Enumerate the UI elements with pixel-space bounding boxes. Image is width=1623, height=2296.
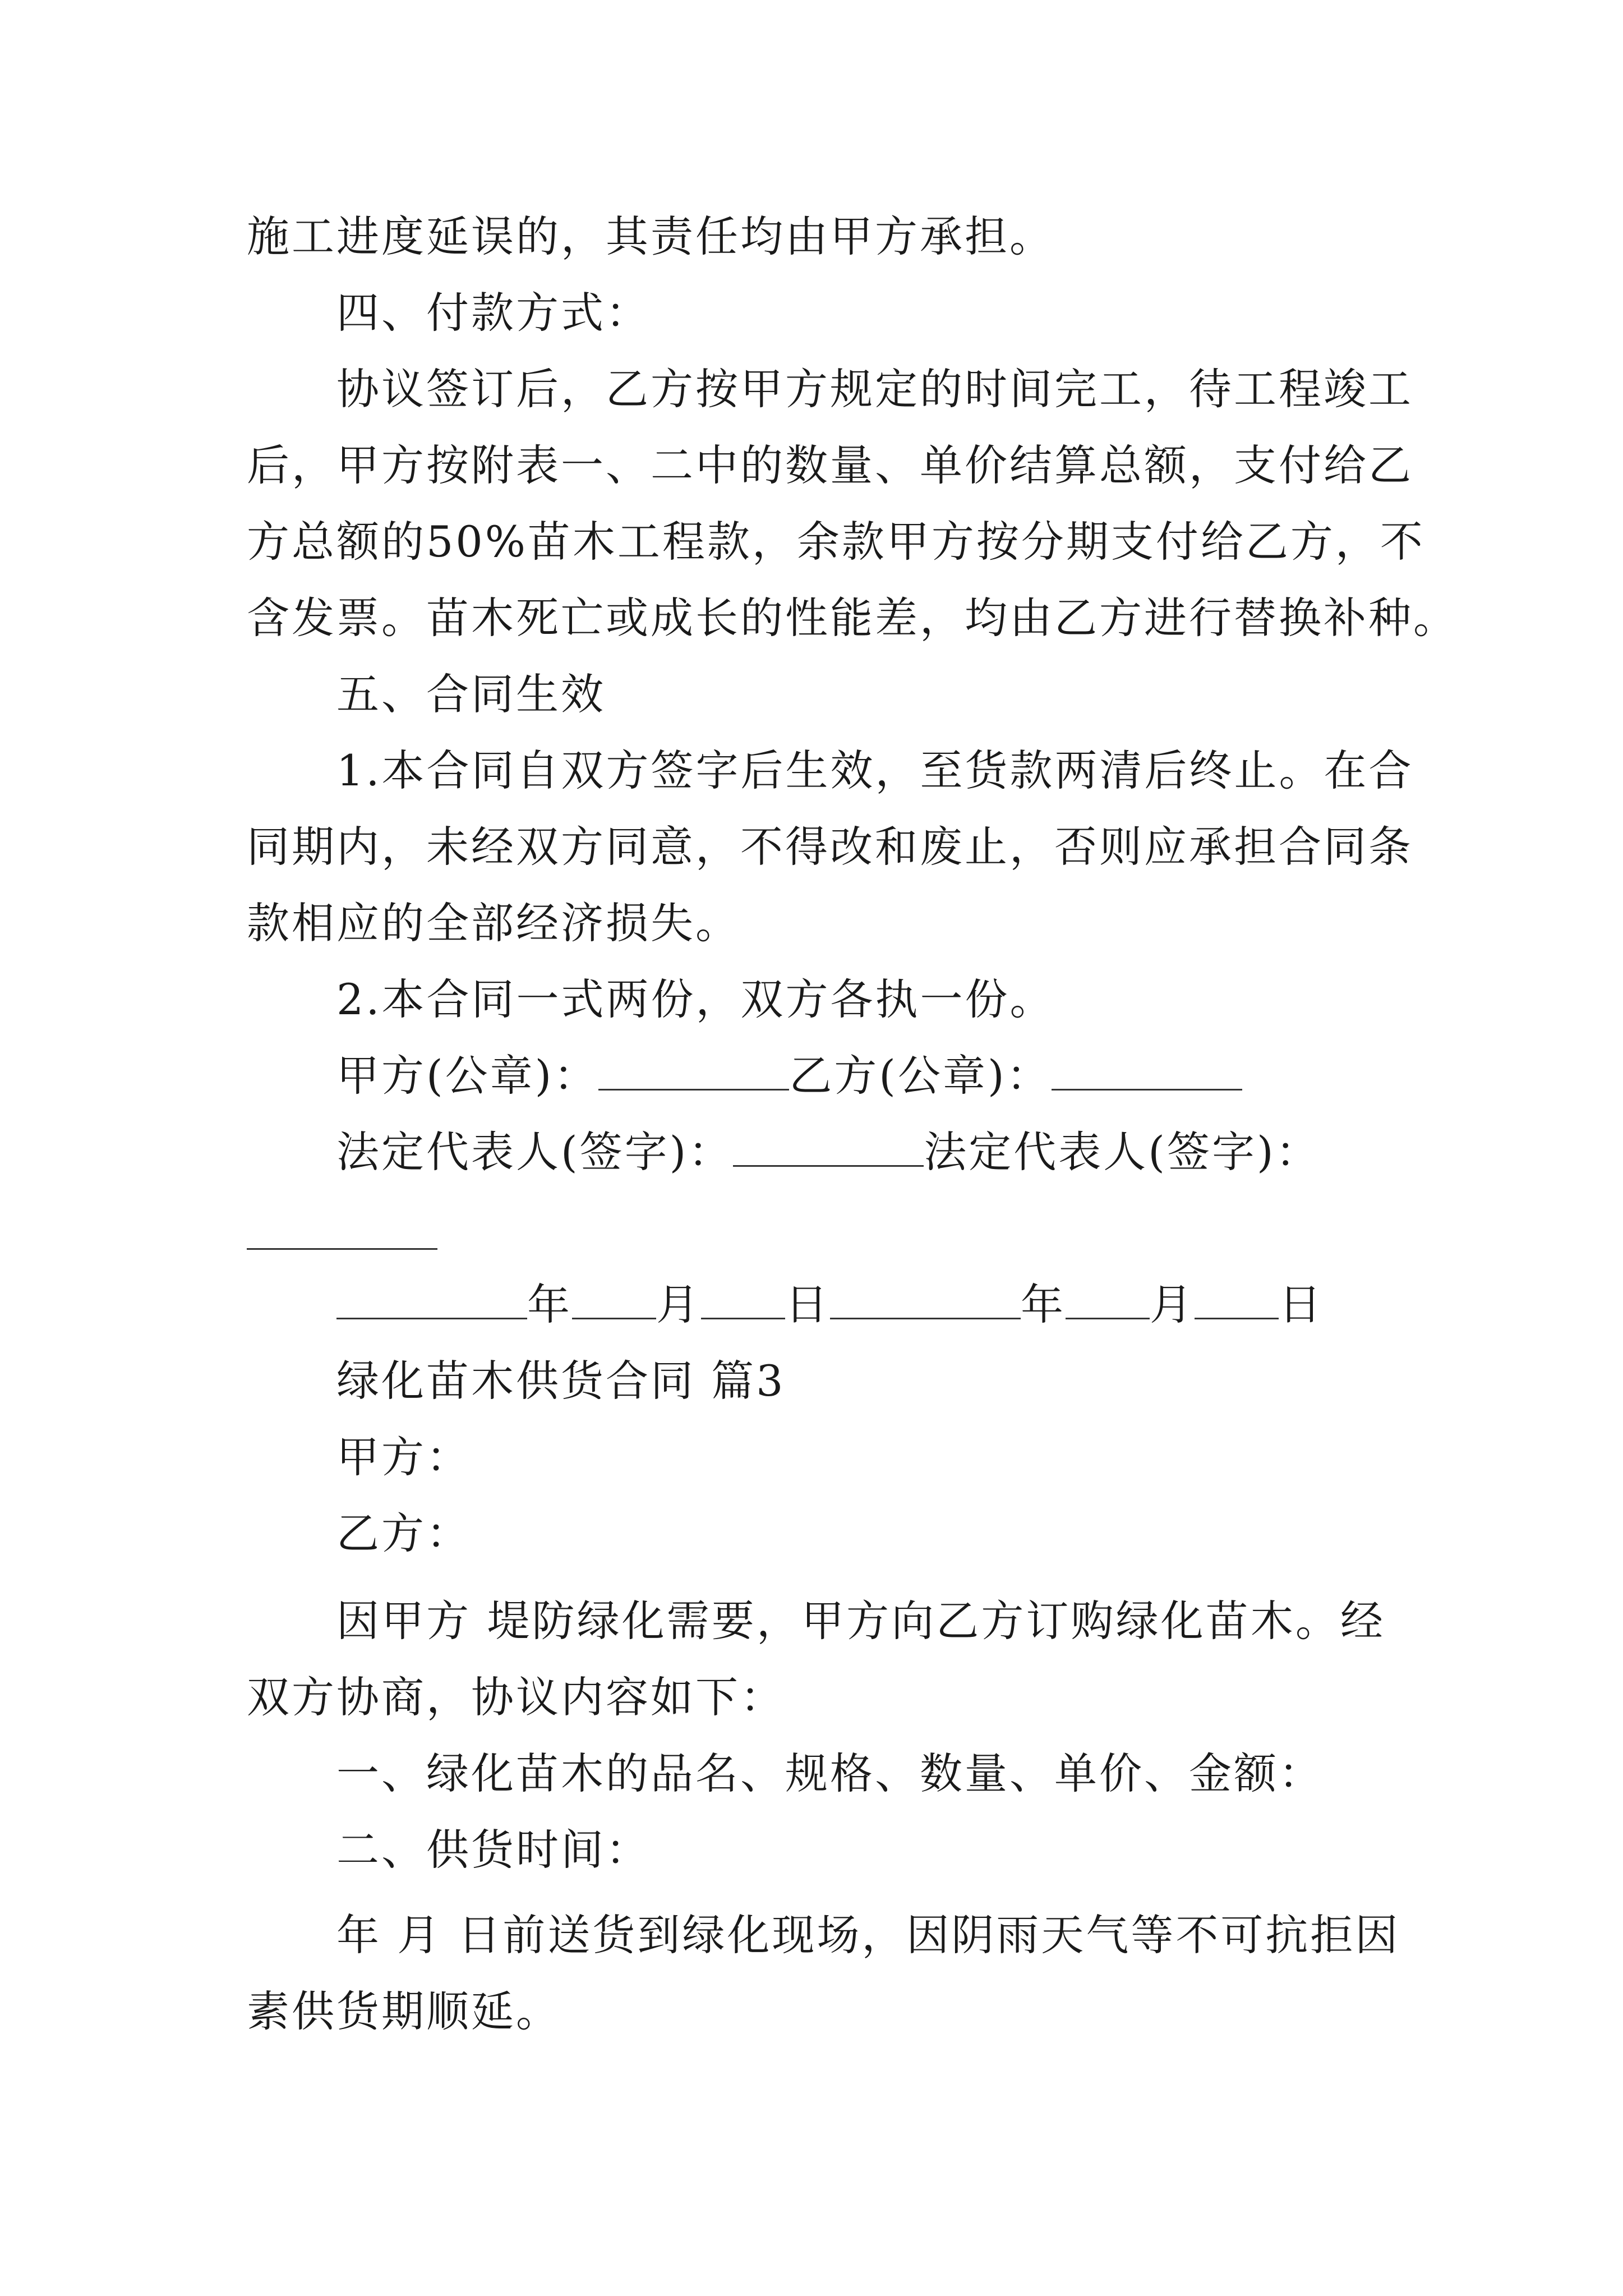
date-a-day-blank [701, 1278, 785, 1319]
party-b-seal-label: 乙方(公章)： [789, 1051, 1052, 1101]
paragraph-line: 施工进度延误的，其责任均由甲方承担。 [247, 211, 1054, 261]
paragraph-line: 一、绿化苗木的品名、规格、数量、单价、金额： [336, 1749, 1324, 1798]
section-title: 绿化苗木供货合同 篇3 [336, 1356, 786, 1406]
date-b-month-blank [1066, 1278, 1150, 1319]
paragraph-line: 1.本合同自双方签字后生效，至货款两清后终止。在合 [336, 746, 1414, 795]
paragraph-line: 二、供货时间： [336, 1825, 651, 1875]
party-a-seal-label: 甲方(公章)： [336, 1051, 599, 1101]
paragraph-line: 双方协商，协议内容如下： [247, 1672, 785, 1722]
paragraph-line: 含发票。苗木死亡或成长的性能差，均由乙方进行替换补种。 [247, 593, 1458, 643]
paragraph-line: 方总额的50%苗木工程款，余款甲方按分期支付给乙方，不 [247, 517, 1425, 567]
paragraph-line: 后，甲方按附表一、二中的数量、单价结算总额，支付给乙 [247, 440, 1413, 490]
rep-b-blank [247, 1248, 437, 1250]
date-b-year-label: 年 [1021, 1280, 1066, 1329]
rep-a-blank [733, 1126, 924, 1167]
date-a-month-blank [572, 1278, 656, 1319]
date-a-year-label: 年 [527, 1280, 572, 1329]
party-b-label: 乙方： [336, 1508, 471, 1558]
date-a-year-blank [336, 1278, 527, 1319]
paragraph-line: 同期内，未经双方同意，不得改和废止，否则应承担合同条 [247, 822, 1413, 872]
representative-row [336, 1124, 1385, 1180]
paragraph-line: 因甲方 堤防绿化需要，甲方向乙方订购绿化苗木。经 [336, 1596, 1385, 1646]
paragraph-line: 协议签订后，乙方按甲方规定的时间完工，待工程竣工 [336, 364, 1413, 414]
party-b-seal-blank [1052, 1050, 1242, 1091]
date-b-day-label: 日 [1279, 1280, 1324, 1329]
date-a-day-label: 日 [785, 1280, 830, 1329]
section-heading-effect: 五、合同生效 [336, 669, 606, 719]
party-a-seal-blank [598, 1050, 789, 1091]
date-b-year-blank [830, 1278, 1021, 1319]
paragraph-line: 年 月 日前送货到绿化现场，因阴雨天气等不可抗拒因 [336, 1910, 1400, 1960]
paragraph-line: 款相应的全部经济损失。 [247, 898, 740, 948]
date-a-month-label: 月 [656, 1280, 701, 1329]
date-b-day-blank [1195, 1278, 1279, 1319]
date-b-month-label: 月 [1150, 1280, 1195, 1329]
paragraph-line: 2.本合同一式两份，双方各执一份。 [336, 974, 1055, 1024]
party-a-label: 甲方： [336, 1432, 471, 1482]
paragraph-line: 素供货期顺延。 [247, 1986, 561, 2036]
rep-a-label: 法定代表人(签字)： [336, 1127, 734, 1177]
date-row [336, 1277, 1385, 1333]
seal-row [336, 1048, 1385, 1104]
rep-b-label: 法定代表人(签字)： [924, 1127, 1321, 1177]
section-heading-payment: 四、付款方式： [336, 288, 651, 338]
